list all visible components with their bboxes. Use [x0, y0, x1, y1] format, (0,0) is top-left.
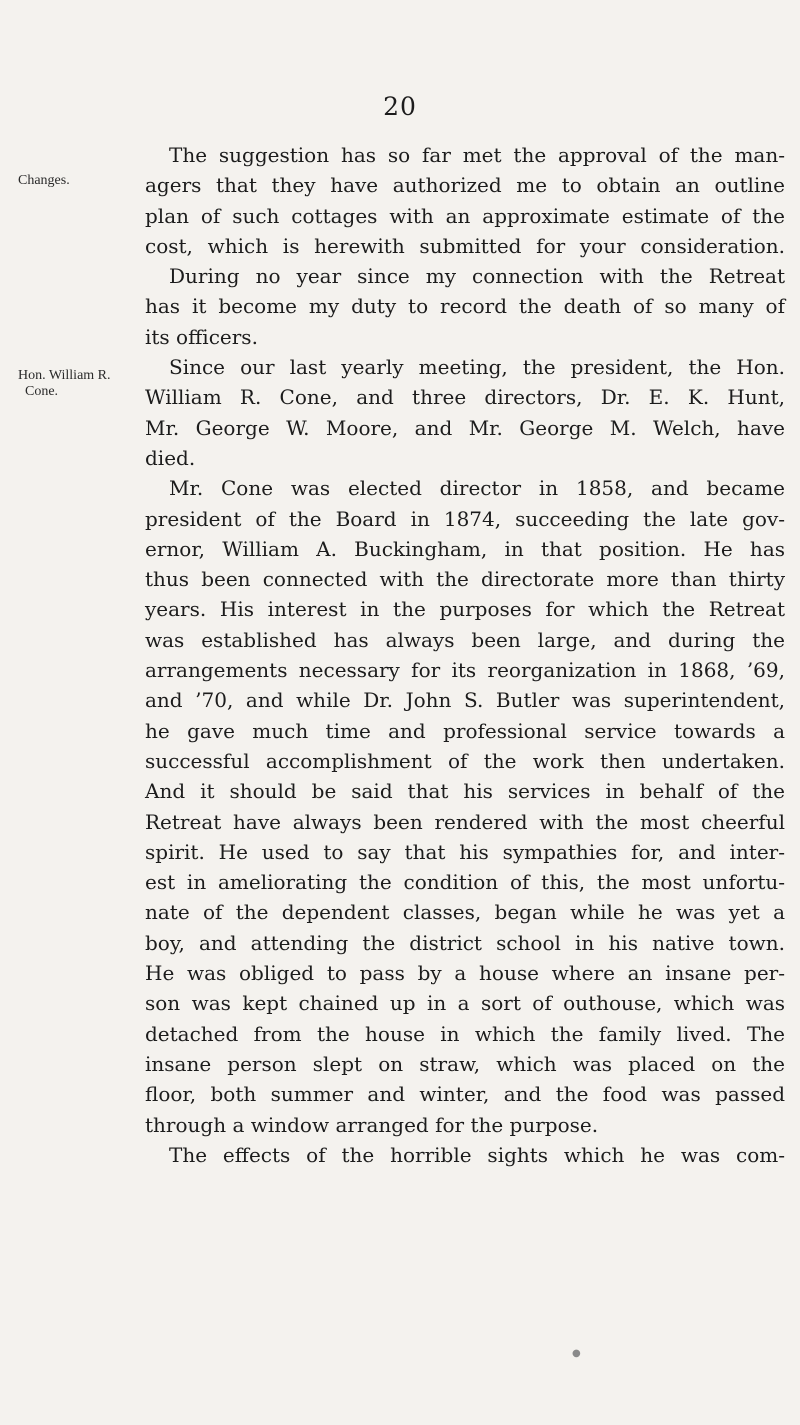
speck-mark: ●	[572, 1348, 581, 1359]
text-line: president of the Board in 1874, succeeding the late gov-	[145, 506, 785, 531]
margin-note-changes-text: Changes.	[18, 173, 70, 188]
text-line: The effects of the horrible sights which he was com-	[169, 1142, 785, 1167]
text-line: son was kept chained up in a sort of outhouse, which was	[145, 991, 785, 1016]
text-line: and ’70, and while Dr. John S. Butler was superintendent,	[145, 688, 785, 713]
text-line: boy, and attending the district school in his native town.	[145, 930, 785, 955]
margin-note-hon-william-cone	[18, 368, 111, 400]
text-line: Retreat have always been rendered with the most cheerful	[145, 809, 785, 834]
text-line: through a window arranged for the purpose.	[145, 1112, 599, 1137]
text-line: insane person slept on straw, which was placed on the	[145, 1051, 785, 1076]
text-line: he gave much time and professional service towards a	[145, 718, 785, 743]
margin-note-line: Cone.	[25, 384, 59, 399]
margin-note-changes	[18, 173, 70, 189]
text-line: He was obliged to pass by a house where an insane per-	[145, 961, 785, 986]
body-text	[145, 140, 785, 1170]
text-line: died.	[145, 445, 196, 470]
text-line: years. His interest in the purposes for which the Retreat	[145, 597, 785, 622]
text-line: Mr. Cone was elected director in 1858, and became	[169, 476, 785, 501]
text-line: arrangements necessary for its reorganization in 1868, ’69,	[145, 658, 785, 683]
text-line: During no year since my connection with the Retreat	[169, 264, 785, 289]
text-line: nate of the dependent classes, began while he was yet a	[145, 900, 785, 925]
text-line: Since our last yearly meeting, the president, the Hon.	[169, 355, 785, 380]
text-line: floor, both summer and winter, and the food was passed	[145, 1082, 785, 1107]
text-line: cost, which is herewith submitted for your consideration.	[145, 233, 785, 258]
text-line: Mr. George W. Moore, and Mr. George M. Welch, have	[145, 415, 785, 440]
text-line: detached from the house in which the family lived. The	[145, 1021, 785, 1046]
text-line: est in ameliorating the condition of this, the most unfortu-	[145, 870, 785, 895]
text-line: And it should be said that his services in behalf of the	[145, 779, 785, 804]
text-line: was established has always been large, and during the	[145, 627, 785, 652]
text-line: has it become my duty to record the death of so many of	[145, 294, 785, 319]
margin-note-line: Hon. William R.	[18, 368, 111, 383]
text-line: spirit. He used to say that his sympathies for, and inter-	[145, 839, 785, 864]
text-line: William R. Cone, and three directors, Dr. E. K. Hunt,	[145, 385, 785, 410]
text-line: its officers.	[145, 324, 258, 349]
text-line: ernor, William A. Buckingham, in that position. He has	[145, 536, 785, 561]
text-line: thus been connected with the directorate more than thirty	[145, 567, 785, 592]
text-line: agers that they have authorized me to obtain an outline	[145, 173, 785, 198]
text-line: plan of such cottages with an approximate estimate of the	[145, 203, 785, 228]
text-line: The suggestion has so far met the approval of the man-	[169, 143, 785, 167]
text-line: successful accomplishment of the work then undertaken.	[145, 748, 785, 773]
page-number: 20	[383, 92, 417, 121]
